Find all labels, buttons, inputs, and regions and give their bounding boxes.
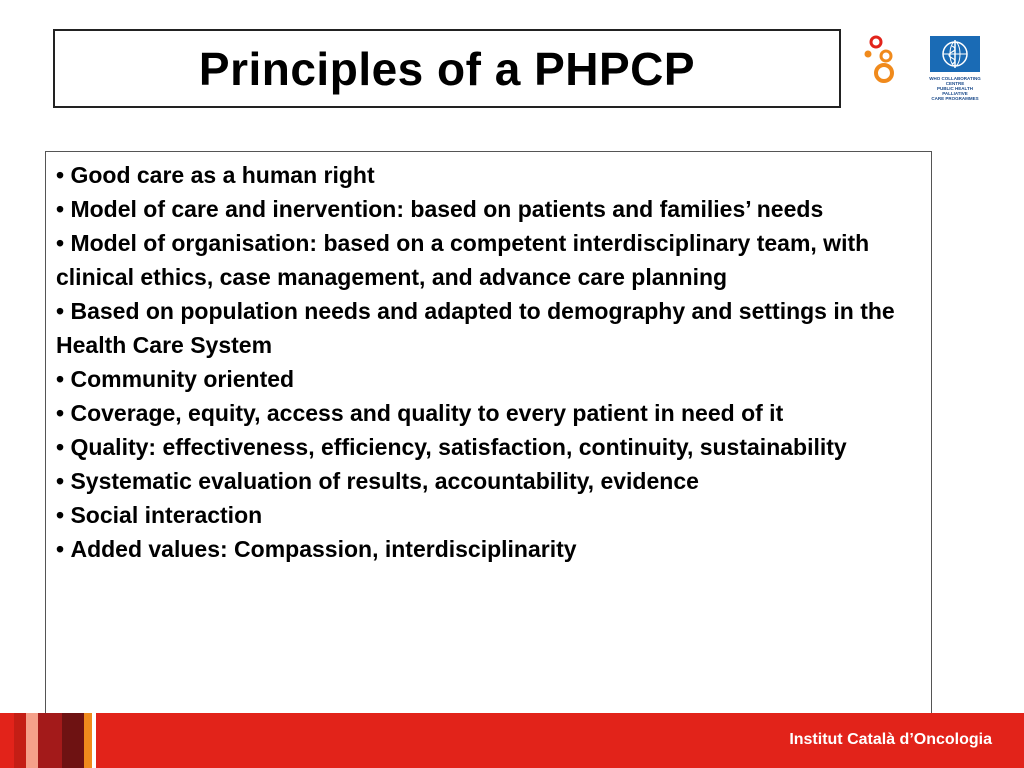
- ico-circles-icon: [860, 34, 906, 84]
- footer-stripe: [14, 713, 26, 768]
- list-item: • Systematic evaluation of results, accountability, evidence: [56, 464, 931, 498]
- list-item: • Social interaction: [56, 498, 931, 532]
- who-caption: WHO COLLABORATING CENTRE PUBLIC HEALTH PALLIATIVE CARE PROGRAMMES: [929, 76, 981, 101]
- list-item: • Based on population needs and adapted to demography and settings in the Health Care System: [56, 294, 931, 362]
- footer-stripe: [0, 713, 14, 768]
- list-item: • Good care as a human right: [56, 158, 931, 192]
- title-box: [53, 29, 841, 108]
- footer-bar: [0, 713, 1024, 768]
- principles-list: [46, 152, 931, 566]
- list-item: • Community oriented: [56, 362, 931, 396]
- slide-title: Principles of a PHPCP: [198, 42, 696, 95]
- list-item: • Added values: Compassion, interdisciplinarity: [56, 532, 931, 566]
- footer-stripe: [92, 713, 96, 768]
- content-box: [45, 151, 932, 721]
- footer-stripe: [84, 713, 92, 768]
- footer-stripe: [38, 713, 62, 768]
- list-item: • Model of care and inervention: based on patients and families’ needs: [56, 192, 931, 226]
- who-emblem-icon: [930, 36, 980, 72]
- institution-name: Institut Català d’Oncologia: [789, 731, 992, 748]
- who-logo: [925, 36, 985, 101]
- list-item: • Quality: effectiveness, efficiency, satisfaction, continuity, sustainability: [56, 430, 931, 464]
- footer-stripe: [62, 713, 84, 768]
- footer-stripe: [26, 713, 38, 768]
- list-item: • Coverage, equity, access and quality to every patient in need of it: [56, 396, 931, 430]
- list-item: • Model of organisation: based on a competent interdisciplinary team, with clinical ethics, case management, and advance care planning: [56, 226, 931, 294]
